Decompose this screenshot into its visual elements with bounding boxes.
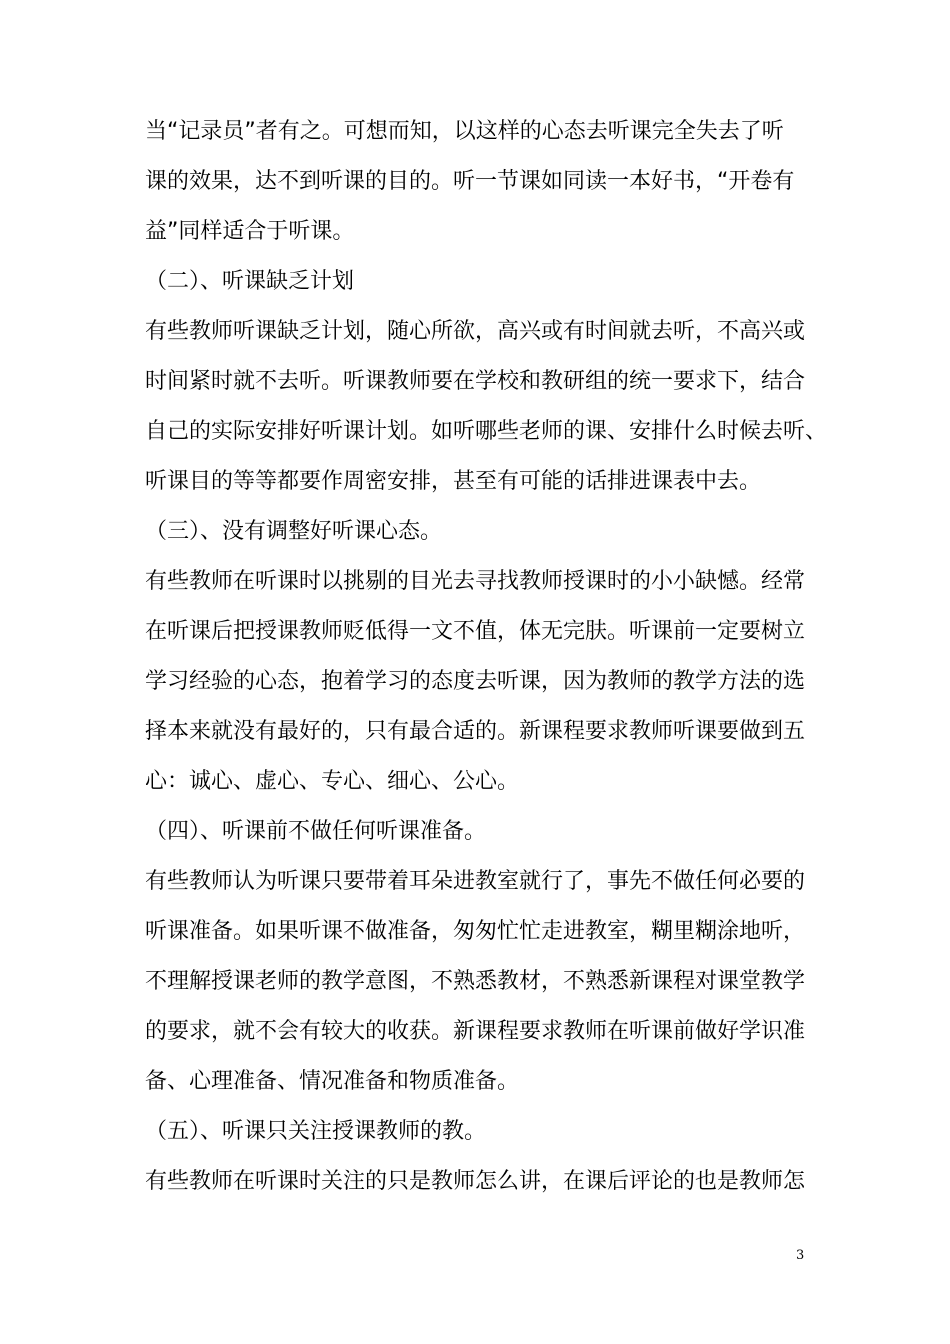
section-heading: （二）、听课缺乏计划 (145, 269, 355, 294)
text-line: 听课准备。如果听课不做准备，匆匆忙忙走进教室，糊里糊涂地听， (145, 919, 806, 944)
section-heading: （三）、没有调整好听课心态。 (145, 519, 443, 544)
text-line: 备、心理准备、情况准备和物质准备。 (145, 1069, 520, 1094)
text-line: 当“记录员”者有之。可想而知，以这样的心态去听课完全失去了听 (145, 119, 784, 144)
text-line: 课的效果，达不到听课的目的。听一节课如同读一本好书，“开卷有 (145, 169, 795, 194)
text-line: 听课目的等等都要作周密安排，甚至有可能的话排进课表中去。 (145, 469, 762, 494)
text-line: 在听课后把授课教师贬低得一文不值，体无完肤。听课前一定要树立 (145, 619, 806, 644)
text-line: 有些教师听课缺乏计划，随心所欲，高兴或有时间就去听，不高兴或 (145, 319, 806, 344)
text-line: 有些教师认为听课只要带着耳朵进教室就行了，事先不做任何必要的 (145, 869, 806, 894)
text-line: 不理解授课老师的教学意图，不熟悉教材，不熟悉新课程对课堂教学 (145, 969, 806, 994)
text-line: 心：诚心、虚心、专心、细心、公心。 (145, 769, 520, 794)
text-line: 有些教师在听课时关注的只是教师怎么讲，在课后评论的也是教师怎 (145, 1169, 806, 1194)
section-heading: （五）、听课只关注授课教师的教。 (145, 1119, 487, 1144)
page-number: 3 (796, 1248, 805, 1263)
text-line: 学习经验的心态，抱着学习的态度去听课，因为教师的教学方法的选 (145, 669, 806, 694)
text-line: 的要求，就不会有较大的收获。新课程要求教师在听课前做好学识准 (145, 1019, 806, 1044)
text-line: 时间紧时就不去听。听课教师要在学校和教研组的统一要求下，结合 (145, 369, 806, 394)
text-line: 益”同样适合于听课。 (145, 219, 355, 244)
text-line: 自己的实际安排好听课计划。如听哪些老师的课、安排什么时候去听、 (145, 419, 828, 444)
section-heading: （四）、听课前不做任何听课准备。 (145, 819, 487, 844)
text-line: 择本来就没有最好的，只有最合适的。新课程要求教师听课要做到五 (145, 719, 806, 744)
text-line: 有些教师在听课时以挑剔的目光去寻找教师授课时的小小缺憾。经常 (145, 569, 806, 594)
